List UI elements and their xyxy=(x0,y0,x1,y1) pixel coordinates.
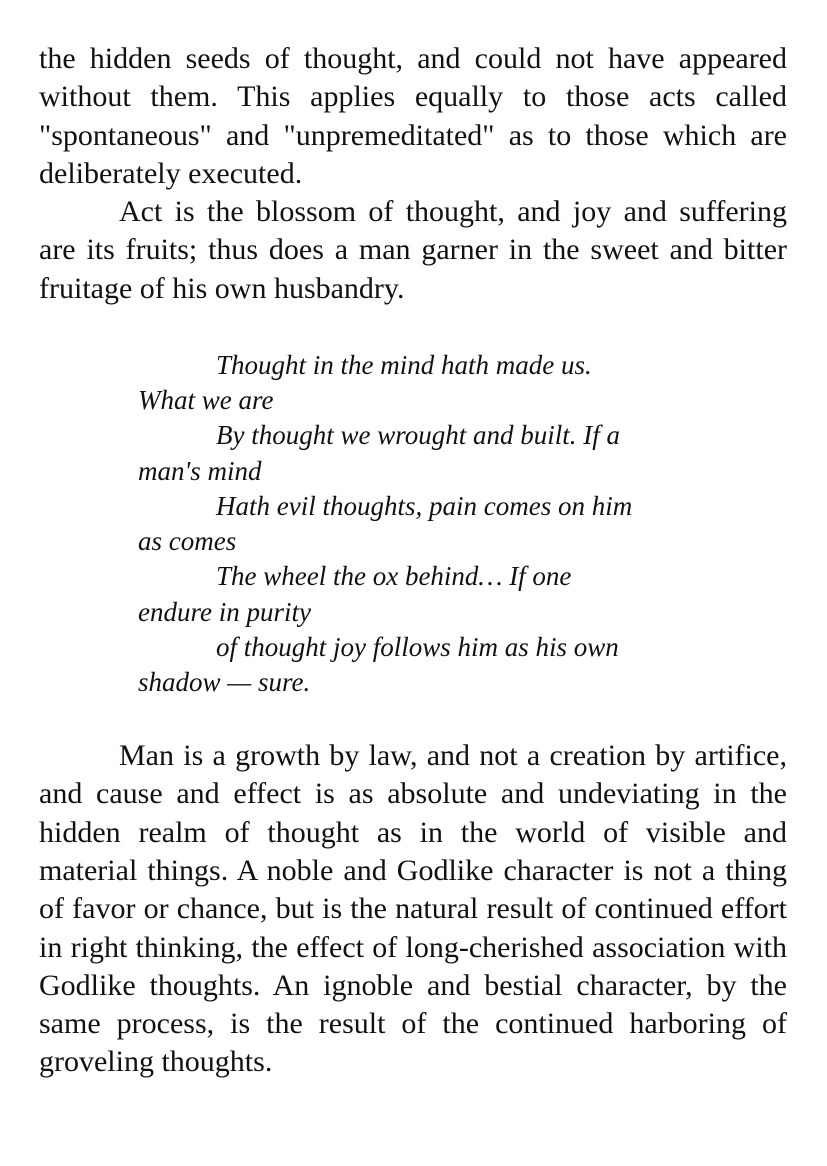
poem-line-text: Thought in the mind hath made us. xyxy=(216,350,592,381)
paragraph-growth-by-law: Man is a growth by law, and not a creation by artifice, and cause and effect is as absolute and undeviating in the hidden realm of thought as in the world of visible and material things. A noble and Godlike character is not a thing of favor or chance, but is the natural result of continued effort in right thinking, the effect of long-cherished association with Godlike thoughts. An ignoble and bestial character, by the same process, is the result of the continued harboring of groveling thoughts. xyxy=(39,739,787,1079)
poem-line-continuation: endure in purity xyxy=(138,596,311,627)
paragraph-continuation: the hidden seeds of thought, and could not have appeared without them. This applies equally to those acts called "spontaneous" and "unpremeditated" as to those which are deliberately executed. xyxy=(39,42,787,190)
poem-line-continuation: man's mind xyxy=(138,455,262,486)
poem-line xyxy=(138,418,694,488)
document-page xyxy=(39,40,787,1082)
poem-line-continuation: What we are xyxy=(138,385,274,416)
poem-line xyxy=(138,489,694,559)
poem-quotation xyxy=(39,348,694,700)
poem-line-text: of thought joy follows him as his own xyxy=(216,631,619,662)
poem-line-text: Hath evil thoughts, pain comes on him xyxy=(216,490,633,521)
poem-line-text: The wheel the ox behind… If one xyxy=(216,561,572,592)
poem-line-continuation: as comes xyxy=(138,526,237,557)
poem-line xyxy=(138,559,694,629)
poem-line xyxy=(138,630,694,700)
paragraph-act-blossom: Act is the blossom of thought, and joy and suffering are its fruits; thus does a man garner in the sweet and bitter fruitage of his own husbandry. xyxy=(39,195,787,305)
poem-line-text: By thought we wrought and built. If a xyxy=(216,420,620,451)
poem-line xyxy=(138,348,694,418)
poem-line-continuation: shadow — sure. xyxy=(138,666,311,697)
